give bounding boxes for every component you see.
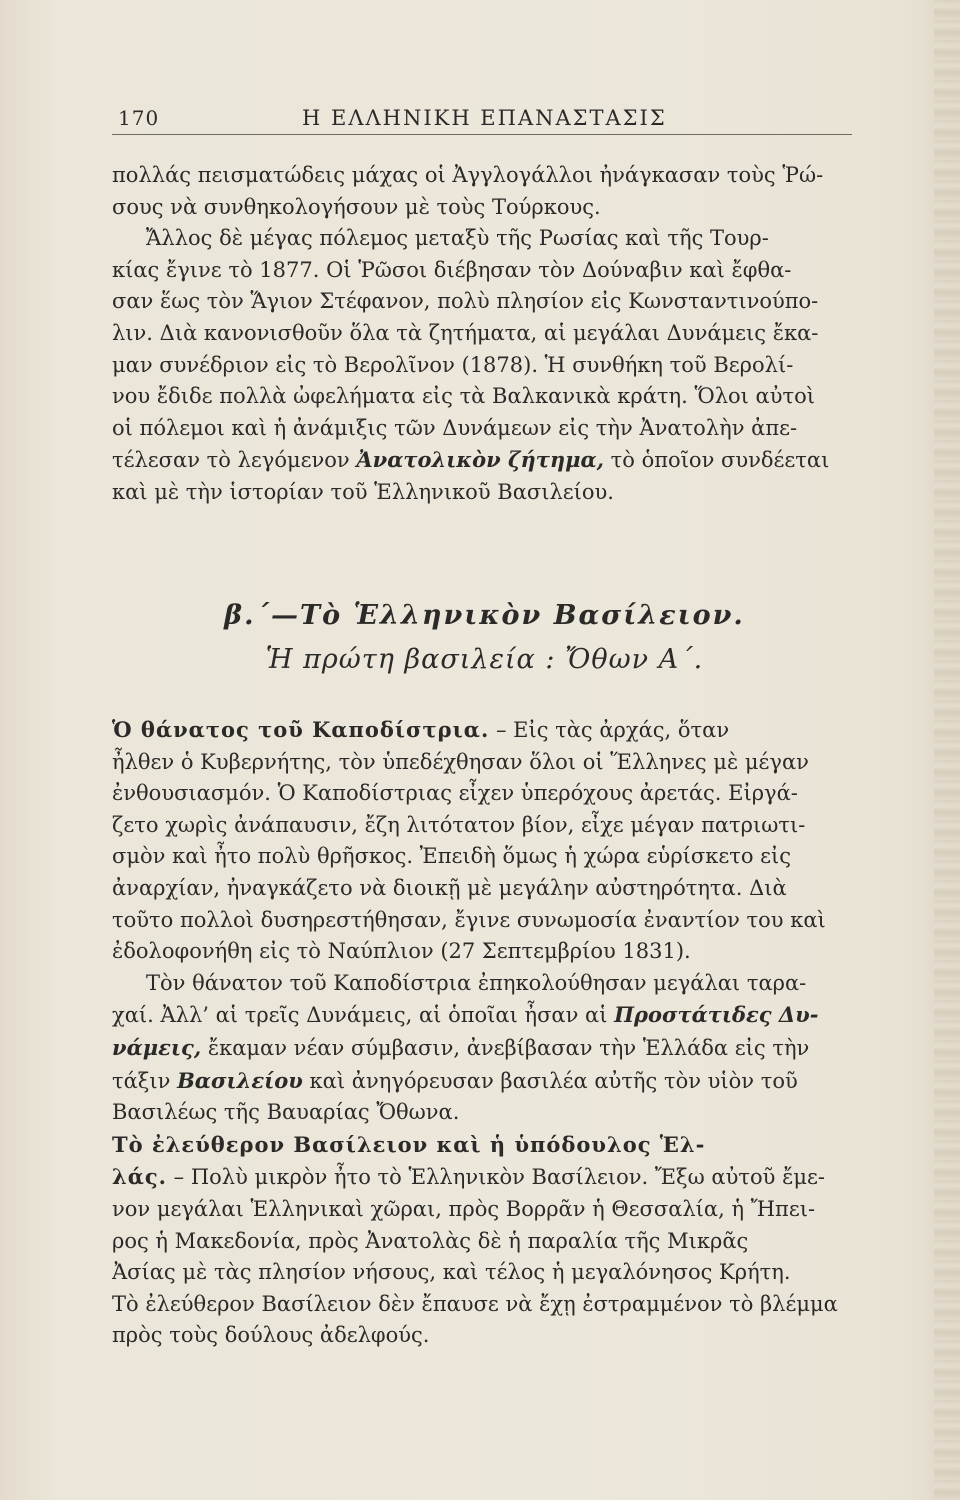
paragraph-lead: Ὁ θάνατος τοῦ Καποδίστρια. (112, 717, 490, 742)
text-line: λιν. Διὰ κανονισθοῦν ὅλα τὰ ζητήματα, αἱ μεγάλαι Δυνάμεις ἔκα- (112, 320, 819, 345)
text-line: ἀναρχίαν, ἠναγκάζετο νὰ διοικῇ μὲ μεγάλην αὐστηρότητα. Διὰ (112, 875, 787, 900)
text-line: πολλάς πεισματώδεις μάχας οἱ Ἀγγλογάλλοι ἠνάγκασαν τοὺς Ῥώ- (112, 163, 824, 187)
text-line (112, 444, 857, 477)
text-line: Ἄλλος δὲ μέγας πόλεμος μεταξὺ τῆς Ρωσίας καὶ τῆς Τουρ- (146, 226, 769, 251)
text-line: σους νὰ συνθηκολογήσουν μὲ τοὺς Τούρκους. (112, 194, 601, 219)
text-line (112, 714, 857, 747)
page-header (112, 102, 872, 142)
page-number: 170 (118, 106, 160, 130)
text-line: Βασιλέως τῆς Βαυαρίας Ὄθωνα. (112, 1100, 460, 1125)
text-line: ἐνθουσιασμόν. Ὁ Καποδίστριας εἶχεν ὑπερόχους ἀρετάς. Εἰργά- (112, 781, 798, 806)
text-line (112, 1129, 857, 1162)
section-heading (112, 594, 857, 682)
section-subtitle: Ἡ πρώτη βασιλεία : Ὄθων Α΄. (265, 644, 704, 675)
text-line: ἐδολοφονήθη εἰς τὸ Ναύπλιον (27 Σεπτεμβρίου 1831). (112, 939, 691, 964)
text-line (112, 1161, 857, 1194)
text-line: σμὸν καὶ ἦτο πολὺ θρῆσκος. Ἐπειδὴ ὅμως ἡ χώρα εὑρίσκετο εἰς (112, 844, 792, 869)
term-protecting-powers-cont: νάμεις, (112, 1034, 202, 1060)
section-title: β.΄—Τὸ Ἑλληνικὸν Βασίλειον. (224, 600, 745, 631)
term-eastern-question: Ἀνατολικὸν ζήτημα, (356, 447, 604, 473)
paragraph-lead-2-cont: λάς. (112, 1164, 167, 1190)
text-line: Τὸν θάνατον τοῦ Καποδίστρια ἐπηκολούθησαν μεγάλαι ταρα- (146, 970, 807, 995)
text-run: ἔκαμαν νέαν σύμβασιν, ἀνεβίβασαν τὴν Ἑλλάδα εἰς τὴν (207, 1035, 810, 1060)
text-line: πρὸς τοὺς δούλους ἀδελφούς. (112, 1323, 430, 1348)
text-line: νον μεγάλαι Ἑλληνικαὶ χῶραι, πρὸς Βορρᾶν ἡ Θεσσαλία, ἡ Ἤπει- (112, 1196, 816, 1221)
page-edge (934, 0, 960, 1500)
text-run: τὸ ὁποῖον συνδέεται (610, 448, 830, 473)
running-title: Η ΕΛΛΗΝΙΚΗ ΕΠΑΝΑΣΤΑΣΙΣ (302, 106, 667, 130)
paragraph-lead-2: Τὸ ἐλεύθερον Βασίλειον καὶ ἡ ὑπόδουλος Ἑλ- (112, 1131, 706, 1157)
text-run: – Εἰς τὰς ἀρχάς, ὅταν (495, 718, 730, 742)
text-line: Τὸ ἐλεύθερον Βασίλειον δὲν ἔπαυσε νὰ ἔχῃ ἐστραμμένον τὸ βλέμμα (112, 1291, 838, 1316)
text-line: ρος ἡ Μακεδονία, πρὸς Ἀνατολὰς δὲ ἡ παραλία τῆς Μικρᾶς (112, 1228, 749, 1253)
text-run: χαί. Ἀλλ’ αἱ τρεῖς Δυνάμεις, αἱ ὁποῖαι ἦσαν αἱ (112, 1003, 608, 1028)
section-2-text (112, 714, 857, 1352)
text-line: τοῦτο πολλοὶ δυσηρεστήθησαν, ἔγινε συνωμοσία ἐναντίον του καὶ (112, 907, 826, 932)
text-line: κίας ἔγινε τὸ 1877. Οἱ Ῥῶσοι διέβησαν τὸν Δούναβιν καὶ ἔφθα- (112, 257, 792, 282)
section-1-text (112, 160, 857, 509)
text-line: οἱ πόλεμοι καὶ ἡ ἀνάμιξις τῶν Δυνάμεων εἰς τὴν Ἀνατολὴν ἀπε- (112, 415, 798, 440)
text-line: σαν ἕως τὸν Ἅγιον Στέφανον, πολὺ πλησίον εἰς Κωνσταντινούπο- (112, 289, 819, 314)
term-protecting-powers: Προστάτιδες Δυ- (614, 1002, 819, 1028)
text-run: τέλεσαν τὸ λεγόμενον (112, 448, 350, 473)
text-line: ζετο χωρὶς ἀνάπαυσιν, ἔζη λιτότατον βίον, εἶχε μέγαν πατριωτι- (112, 812, 806, 837)
text-run: τάξιν (112, 1068, 171, 1093)
text-run: – Πολὺ μικρὸν ἦτο τὸ Ἑλληνικὸν Βασίλειον. Ἔξω αὐτοῦ ἔμε- (173, 1165, 825, 1190)
term-kingdom: Βασιλείου (177, 1067, 303, 1093)
text-line (112, 1032, 857, 1065)
text-line: καὶ μὲ τὴν ἱστορίαν τοῦ Ἑλληνικοῦ Βασιλείου. (112, 479, 614, 504)
text-run: καὶ ἀνηγόρευσαν βασιλέα αὐτῆς τὸν υἱὸν τοῦ (309, 1068, 798, 1093)
header-rule (112, 134, 852, 135)
text-line (112, 999, 857, 1032)
text-line: μαν συνέδριον εἰς τὸ Βερολῖνον (1878). Ἡ συνθήκη τοῦ Βερολί- (112, 352, 794, 377)
text-line: ἦλθεν ὁ Κυβερνήτης, τὸν ὑπεδέχθησαν ὅλοι οἱ Ἕλληνες μὲ μέγαν (112, 749, 809, 774)
text-line (112, 1065, 857, 1098)
text-line: Ἀσίας μὲ τὰς πλησίον νήσους, καὶ τέλος ἡ μεγαλόνησος Κρήτη. (112, 1260, 791, 1285)
text-line: νου ἔδιδε πολλὰ ὠφελήματα εἰς τὰ Βαλκανικὰ κράτη. Ὅλοι αὐτοὶ (112, 384, 815, 409)
